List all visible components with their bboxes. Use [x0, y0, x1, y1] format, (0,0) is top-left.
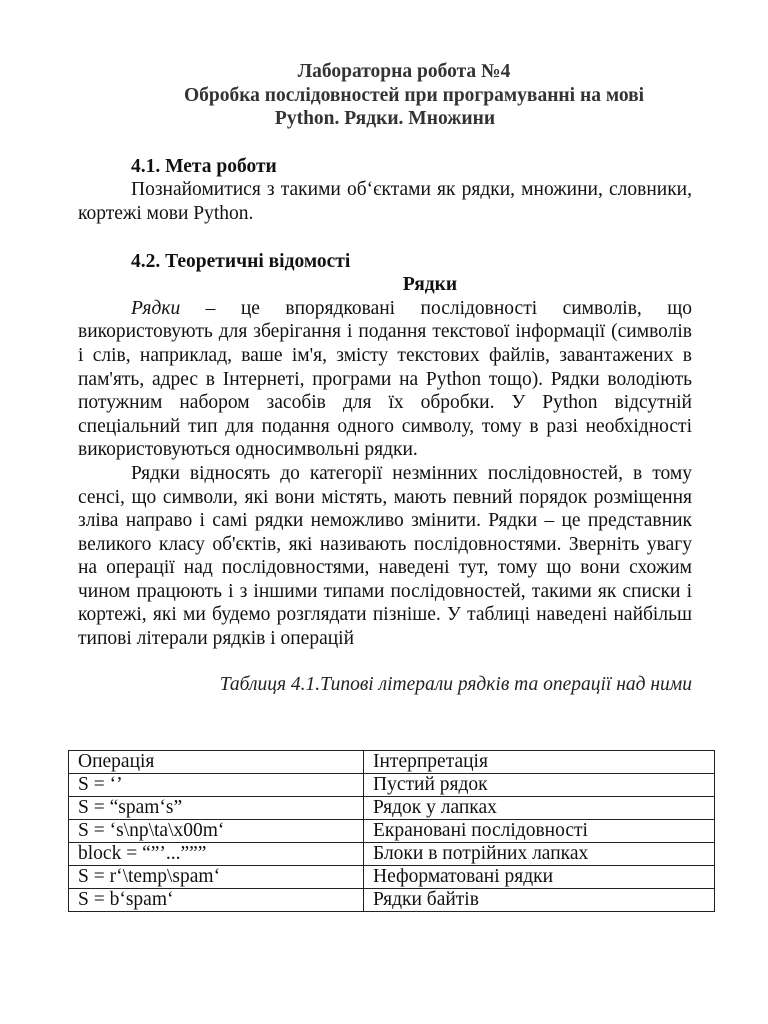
table-cell-interpretation: Рядок у лапках [364, 797, 715, 820]
section-1-heading: 4.1. Мета роботи [131, 155, 277, 177]
paragraph-strings-definition [78, 297, 692, 462]
table-cell-operation: S = “spam‘s” [69, 797, 364, 820]
table-row [69, 797, 715, 820]
table-cell-interpretation: Рядки байтів [364, 889, 715, 912]
spacer [78, 131, 692, 155]
table-row [69, 843, 715, 866]
table-row [69, 866, 715, 889]
table-cell-operation: block = “”’...””” [69, 843, 364, 866]
table-cell-operation: S = r‘\temp\spam‘ [69, 866, 364, 889]
document-page [78, 60, 692, 696]
table-cell-interpretation: Екрановані послідовності [364, 820, 715, 843]
section-2-heading: 4.2. Теоретичні відомості [131, 250, 351, 272]
subheading-strings: Рядки [402, 274, 458, 296]
table-row [69, 889, 715, 912]
table-cell-interpretation: Пустий рядок [364, 774, 715, 797]
table-row [69, 820, 715, 843]
table-cell-interpretation: Неформатовані рядки [364, 866, 715, 889]
title-line-2: Обробка послідовностей при програмуванні на мові [183, 84, 645, 106]
table-cell-operation: S = b‘spam‘ [69, 889, 364, 912]
document-title [78, 60, 692, 131]
string-literals-table [68, 750, 715, 912]
term-strings: Рядки [131, 297, 181, 319]
paragraph-1-text: – це впорядковані послідовності символів, що використовують для зберігання і подання текстової інформації (символів і слів, наприклад, ваше ім'я, змісту текстових файлів, завантажених в пам'ять, адрес в Інтернеті, програми на Python тощо). Рядки володіють потужним набором засобів для їх обробки. У Python відсутній спеціальний тип для подання одного символу, тому в разі необхідності використовуються односимвольні рядки. [78, 297, 692, 461]
table-header-interpretation: Інтерпретація [364, 751, 715, 774]
section-1-text: Познайомитися з такими об‘єктами як рядки, множини, словники, кортежі мови Python. [78, 179, 692, 224]
table-cell-operation: S = ‘s\np\ta\x00m‘ [69, 820, 364, 843]
table-cell-operation: S = ‘’ [69, 774, 364, 797]
table-caption: Таблиця 4.1.Типові літерали рядків та операції над ними [219, 673, 692, 695]
title-line-3: Python. Рядки. Множини [274, 108, 496, 130]
paragraph-strings-immutable: Рядки відносять до категорії незмінних послідовностей, в тому сенсі, що символи, які вони містять, мають певний порядок розміщення зліва направо і самі рядки неможливо змінити. Рядки – це представник великого класу об'єктів, які називають послідовностями. Зверніть увагу на операції над послідовностями, наведені тут, тому що вони схожим чином працюють і з іншими типами послідовностей, такими як списки і кортежі, які ми будемо розглядати пізніше. У таблиці наведені найбільш типові літерали рядків і операцій [78, 462, 692, 650]
title-line-1: Лабораторна робота №4 [297, 61, 511, 82]
spacer [78, 226, 692, 250]
table-header-row [69, 751, 715, 774]
table-cell-interpretation: Блоки в потрійних лапках [364, 843, 715, 866]
table-row [69, 774, 715, 797]
table-header-operation: Операція [69, 751, 364, 774]
